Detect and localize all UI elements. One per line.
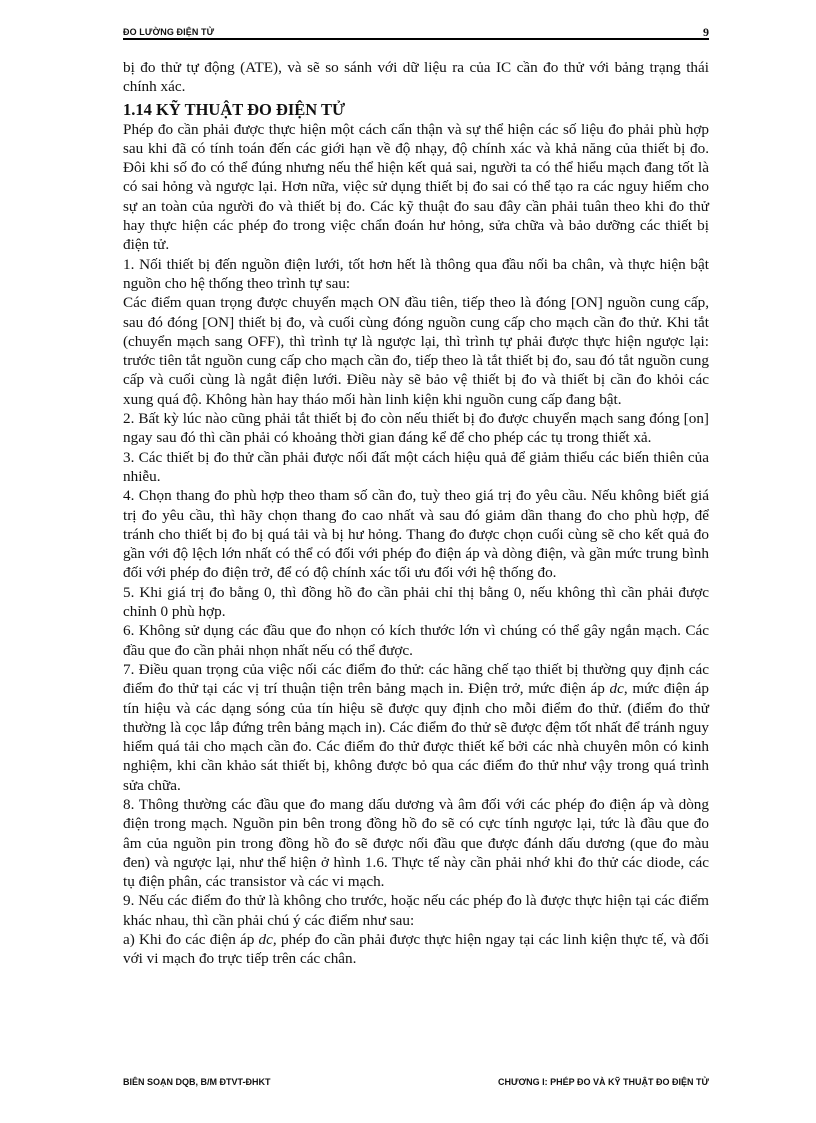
list-item-5: 5. Khi giá trị đo bằng 0, thì đồng hồ đo cần phải chỉ thị bằng 0, nếu không thì cần phải được chỉnh 0 phù hợp.	[123, 583, 709, 621]
list-item-6: 6. Không sử dụng các đầu que đo nhọn có kích thước lớn vì chúng có thể gây ngắn mạch. Các đầu que đo cần phải nhọn nhất nếu có thể được.	[123, 622, 709, 659]
list-item-2: 2. Bất kỳ lúc nào cũng phải tắt thiết bị đo còn nếu thiết bị đo được chuyển mạch sang đóng [on] ngay sau đó thì cần phải có khoảng thời gian đáng kể để cho phép các tụ trong thiết xả.	[123, 410, 709, 447]
dc-term: dc	[609, 680, 624, 698]
list-item-1-detail: Các điểm quan trọng được chuyển mạch ON đầu tiên, tiếp theo là đóng [ON] nguồn cung cấp, sau đó đóng [ON] thiết bị đo, và cuối cùng đóng nguồn cung cấp cho mạch cần đo thử. Khi tắt (chuyển mạch sang OFF), thì trình tự là ngược lại, thì trình tự phải được thực hiện ngược lại: trước tiên tắt nguồn cung cấp cho mạch cần đo, tiếp theo là tắt thiết bị đo, sau đó tắt nguồn cung cấp và cuối cùng là ngắt điện lưới. Điều này sẽ bảo vệ thiết bị đo và thiết bị cần đo khỏi các xung quá độ. Không hàn hay tháo mối hàn linh kiện khi nguồn cung cấp đang bật.	[123, 294, 709, 408]
page-number: 9	[703, 25, 709, 39]
page-body	[123, 58, 709, 969]
header-rule	[123, 38, 709, 40]
intro-paragraph: bị đo thử tự động (ATE), và sẽ so sánh với dữ liệu ra của IC cần đo thử với bảng trạng thái chính xác.	[123, 59, 709, 96]
list-item-8: 8. Thông thường các đầu que đo mang dấu dương và âm đối với các phép đo điện áp và dòng điện trong mạch. Nguồn pin bên trong đồng hồ đo sẽ có cực tính ngược lại, tức là đầu que đo âm của nguồn pin trong đồng hồ đo sẽ được nối đầu que được đánh dấu dương (que đo màu đen) và ngược lại, như thể hiện ở hình 1.6. Thực tế này cần phải nhớ khi đo thử các diode, các tụ điện phân, các transistor và các vi mạch.	[123, 795, 709, 891]
header-title: ĐO LƯỜNG ĐIỆN TỬ	[123, 27, 215, 37]
list-item-9a	[123, 930, 709, 969]
footer-chapter: CHƯƠNG I: PHÉP ĐO VÀ KỸ THUẬT ĐO ĐIỆN TỬ	[498, 1077, 709, 1087]
list-item-4: 4. Chọn thang đo phù hợp theo tham số cần đo, tuỳ theo giá trị đo yêu cầu. Nếu không biết giá trị đo yêu cầu, thì hãy chọn thang đo cao nhất và sau đó giảm dần thang đo cho phù hợp, để tránh cho thiết bị đo bị quá tải và bị hư hỏng. Thang đo được chọn cuối cùng sẽ cho kết quả đo gần với độ lệch lớn nhất có thể có đối với phép đo điện áp và dòng điện, và gần mức trung bình đối với phép đo điện trở, để có độ chính xác tối ưu đối với hệ thống đo.	[123, 487, 709, 582]
page-header	[123, 25, 709, 39]
list-item-3: 3. Các thiết bị đo thử cần phải được nối đất một cách hiệu quả để giảm thiểu các biến thiên của nhiễu.	[123, 448, 709, 485]
dc-term: dc	[258, 931, 273, 949]
list-item-7-part-b: , mức điện áp tín hiệu và các dạng sóng của tín hiệu sẽ được quy định cho mỗi điểm đo thử. (điểm đo thử thường là cọc lắp đứng trên bảng mạch in). Các điểm đo thử sẽ được đệm tốt nhất để tránh nguy hiểm quá tải cho mạch cần đo. Các điểm đo thử được thiết kế bởi các nhà chuyên môn có kinh nghiệm, khi cần khảo sát thiết bị, không được bỏ qua các điểm đo thử như vậy trong quá trình sửa chữa.	[123, 680, 709, 794]
list-item-7-part-a: 7. Điều quan trọng của việc nối các điểm đo thử: các hãng chế tạo thiết bị thường quy định các điểm đo thử tại các vị trí thuận tiện trên bảng mạch in. Điện trở, mức điện áp	[123, 660, 709, 698]
list-item-1: 1. Nối thiết bị đến nguồn điện lưới, tốt hơn hết là thông qua đầu nối ba chân, và thực hiện bật nguồn cho hệ thống theo trình tự sau:	[123, 255, 709, 292]
section-heading: 1.14 KỸ THUẬT ĐO ĐIỆN TỬ	[123, 99, 346, 119]
list-item-7	[123, 660, 709, 795]
list-item-9a-part-a: a) Khi đo các điện áp	[123, 931, 259, 949]
list-item-9a-part-b: , phép đo cần phải được thực hiện ngay tại các linh kiện thực tế, và đối với vi mạch đo trực tiếp trên các chân.	[123, 931, 709, 968]
list-item-9: 9. Nếu các điểm đo thử là không cho trước, hoặc nếu các phép đo là được thực hiện tại các điểm khác nhau, thì cần phải chú ý các điểm như sau:	[123, 892, 709, 929]
paragraph-1: Phép đo cần phải được thực hiện một cách cẩn thận và sự thể hiện các số liệu đo phải phù hợp sau khi đã có tính toán đến các giới hạn về độ nhạy, độ chính xác và khả năng của thiết bị đo. Đôi khi số đo có thể đúng nhưng nếu thể hiện kết quả sai, người ta có thể hiểu mạch đang tốt là có sai hỏng và ngược lại. Hơn nữa, việc sử dụng thiết bị đo sai có thể tạo ra các nguy hiểm cho sự an toàn của người đo và thiết bị đo. Các kỹ thuật đo sau đây cần phải tuân theo khi đo thử hay thực hiện các phép đo trong việc chẩn đoán hư hỏng, sửa chữa và bảo dưỡng các thiết bị điện tử.	[123, 120, 709, 254]
footer-author: BIÊN SOẠN DQB, B/M ĐTVT-ĐHKT	[123, 1077, 271, 1087]
